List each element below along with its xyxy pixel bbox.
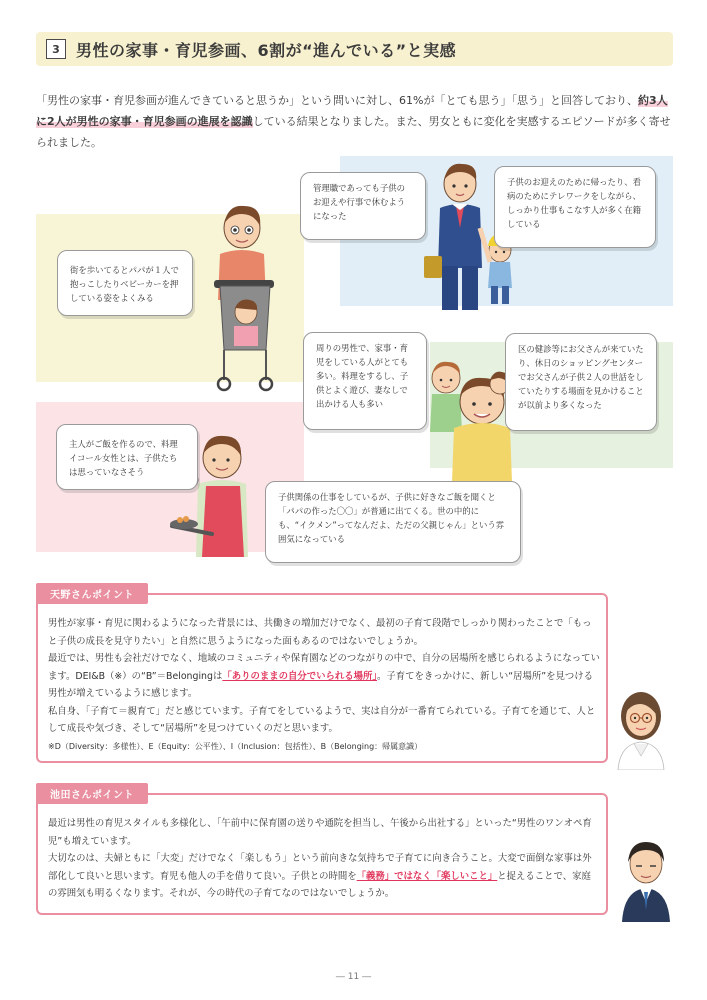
amano-point-paragraph-2 xyxy=(48,650,600,703)
ikeda-point-label: 池田さんポイント xyxy=(36,783,148,804)
section-header xyxy=(36,32,673,66)
episode-bubble-stroller: 街を歩いてるとパパが１人で抱っこしたりベビーカーを押している姿をよくみる xyxy=(57,250,193,316)
intro-text-2: している結果となりました。また、男女ともに変化を実感するエピソードが多く寄せられました。 xyxy=(36,115,671,149)
section-title: 男性の家事・育児参画、6割が“進んでいる”と実感 xyxy=(76,40,457,60)
episode-bubble-telework: 子供のお迎えのために帰ったり、看病のためにテレワークをしながら、しっかり仕事もこなす人が多く在籍している xyxy=(494,166,656,248)
ikeda-point-paragraph-1: 最近は男性の育児スタイルも多様化し、「午前中に保育園の送りや通院を担当し、午後から出社する」といった“男性のワンオペ育児”も増えています。 xyxy=(48,818,592,847)
episode-bubble-ikumen: 子供関係の仕事をしているが、子供に好きなご飯を聞くと「パパの作った〇〇」が普通に出てくる。世の中的にも、“イクメン”ってなんだよ、ただの父親じゃん」という雰囲気になっている xyxy=(265,481,521,563)
episode-bubble-manager: 管理職であっても子供のお迎えや行事で休むようになった xyxy=(300,172,426,240)
ikeda-point-text: 大切なのは、夫婦ともに「大変」だけでなく「楽しもう」という前向きな気持ちで子育てに向き合うこと。大変で面倒な家事は外部化して良いと思います。育児も他人の手を借りて良い。子供との時間を xyxy=(48,853,592,882)
page-number: ― 11 ― xyxy=(335,972,372,982)
ikeda-point-paragraph-2 xyxy=(48,850,600,903)
ikeda-point-text-2: と捉えることで、家庭の雰囲気も明るくなります。それが、今の時代の子育てなのではないでしょうか。 xyxy=(48,870,591,899)
episode-bubble-checkup: 区の健診等にお父さんが来ていたり、休日のショッピングセンターでお父さんが子供２人の世話をしていたりする場面を見かけることが以前より多くなった xyxy=(505,333,657,431)
amano-point-text: 最近では、男性も会社だけでなく、地域のコミュニティや保育園などのつながりの中で、自分の居場所を感じられるようになっています。DEI&B（※）の“B”＝Belongingは xyxy=(48,653,600,682)
amano-point-paragraph-3: 私自身、「子育て＝親育て」だと感じています。子育てをしているようで、実は自分が一番育てられている。子育てを通じて、人として成長や気づき、そして“居場所”を見つけていくのだと思います。 xyxy=(48,705,596,734)
amano-point-box xyxy=(36,590,608,763)
amano-point-paragraph-1: 男性が家事・育児に関わるようになった背景には、共働きの増加だけでなく、最初の子育て段階でしっかり関わったことで「もっと子供の成長を見守りたい」と自然に思うようになった面もあるのではないでしょうか。 xyxy=(48,618,592,647)
amano-point-label: 天野さんポイント xyxy=(36,583,148,604)
amano-point-body xyxy=(48,615,600,755)
ikeda-point-box xyxy=(36,790,608,915)
dei-note: ※D（Diversity：多様性）、E（Equity：公平性）、I（Inclusion：包括性）、B（Belonging：帰属意識） xyxy=(48,741,423,751)
amano-avatar xyxy=(612,686,670,770)
dad-with-stroller-illustration xyxy=(200,200,290,395)
episode-bubble-cooking: 主人がご飯を作るので、料理イコール女性とは、子供たちは思っていなさそう xyxy=(56,424,198,490)
episode-bubble-housework: 周りの男性で、家事・育児をしている人がとても多い。料理をするし、子供とよく遊び、妻なしで出かける人も多い xyxy=(303,332,427,430)
amano-point-text-2: 。子育てをきっかけに、新しい“居場所”を見つける男性が増えているように感じます。 xyxy=(48,670,593,699)
intro-highlight: 約3人に2人が男性の家事・育児参画の進展を認識 xyxy=(36,94,668,128)
amano-point-emphasis: 「ありのままの自分でいられる場所」 xyxy=(222,670,378,682)
ikeda-avatar xyxy=(618,836,674,922)
ikeda-point-body xyxy=(48,815,600,903)
ikeda-point-emphasis: 「義務」ではなく「楽しいこと」 xyxy=(356,870,498,882)
intro-text-1: 「男性の家事・育児参画が進んできていると思うか」という問いに対し、61%が「とても思う」「思う」と回答しており、 xyxy=(36,94,638,107)
section-number: 3 xyxy=(46,39,66,59)
intro-paragraph xyxy=(36,90,676,153)
